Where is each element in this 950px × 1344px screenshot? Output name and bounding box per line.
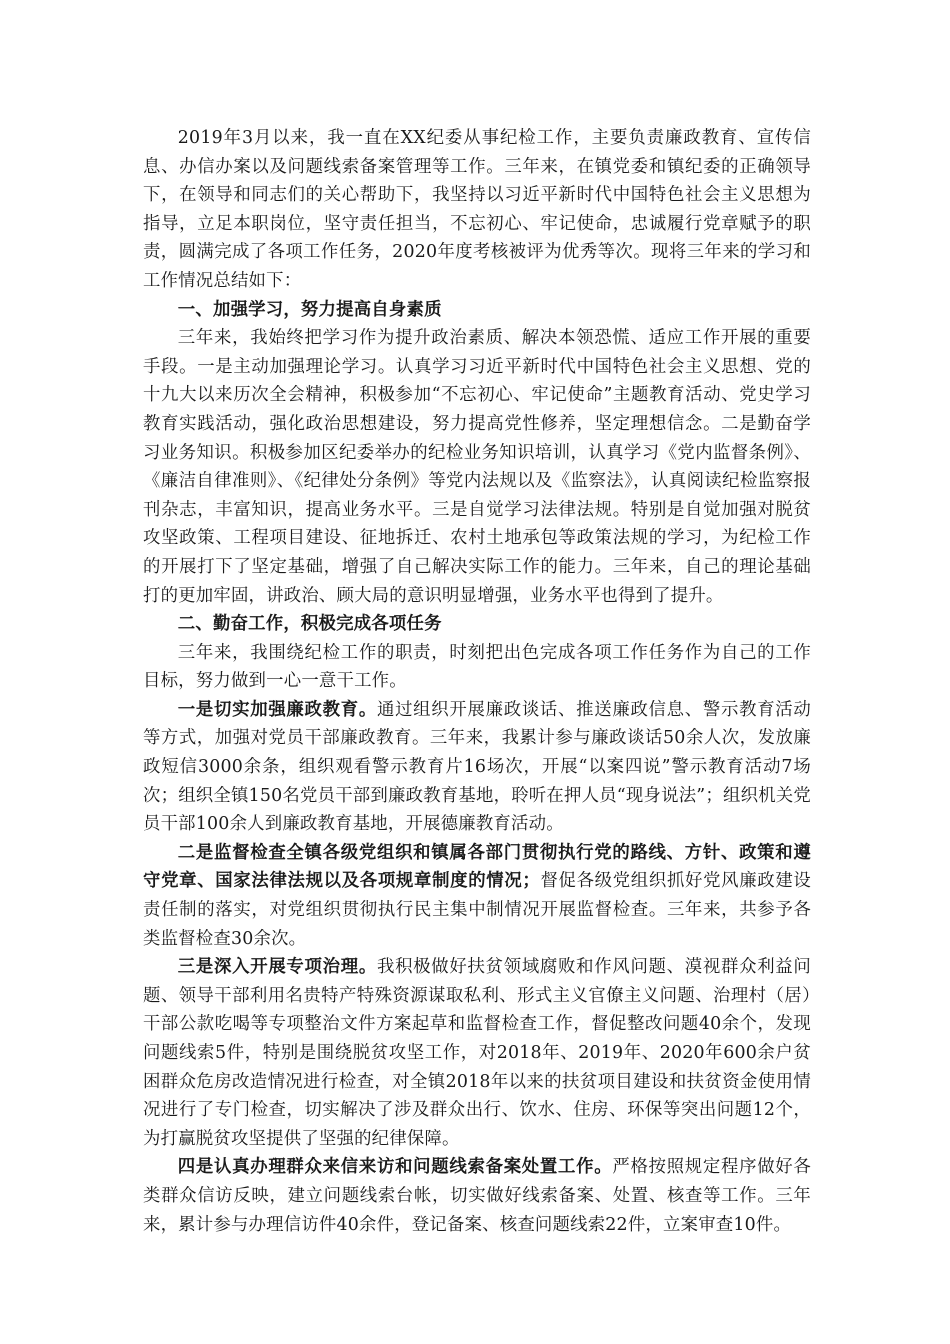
item-lead-3: 三是深入开展专项治理。 (177, 957, 377, 978)
document-page (143, 124, 811, 1239)
item-lead-4: 四是认真办理群众来信来访和问题线索备案处置工作。 (177, 1157, 613, 1178)
section-1-heading: 一、加强学习，努力提高自身素质 (177, 299, 442, 320)
item-paragraph-1 (143, 696, 811, 839)
item-text-2: 督促各级党组织抓好党风廉政建设责任制的落实，对党组织贯彻执行民主集中制情况开展监督检查。三年来，共参予各类监督检查30余次。 (143, 871, 811, 949)
section-1-paragraph: 三年来，我始终把学习作为提升政治素质、解决本领恐慌、适应工作开展的重要手段。一是主动加强理论学习。认真学习习近平新时代中国特色社会主义思想、党的十九大以来历次全会精神，积极参加“不忘初心、牢记使命”主题教育活动、党史学习教育实践活动，强化政治思想建设，努力提高党性修养，坚定理想信念。二是勤奋学习业务知识。积极参加区纪委举办的纪检业务知识培训，认真学习《党内监督条例》、《廉洁自律准则》、《纪律处分条例》等党内法规以及《监察法》，认真阅读纪检监察报刊杂志，丰富知识，提高业务水平。三是自觉学习法律法规。特别是自觉加强对脱贫攻坚政策、工程项目建设、征地拆迁、农村土地承包等政策法规的学习，为纪检工作的开展打下了坚定基础，增强了自己解决实际工作的能力。三年来，自己的理论基础打的更加牢固，讲政治、顾大局的意识明显增强，业务水平也得到了提升。 (143, 328, 811, 606)
intro-paragraph: 2019年3月以来，我一直在XX纪委从事纪检工作，主要负责廉政教育、宣传信息、办信办案以及问题线索备案管理等工作。三年来，在镇党委和镇纪委的正确领导下，在领导和同志们的关心帮助下，我坚持以习近平新时代中国特色社会主义思想为指导，立足本职岗位，坚守责任担当，不忘初心、牢记使命，忠诚履行党章赋予的职责，圆满完成了各项工作任务，2020年度考核被评为优秀等次。现将三年来的学习和工作情况总结如下： (143, 128, 811, 291)
item-lead-2: 二是监督检查全镇各级党组织和镇属各部门贯彻执行党的路线、方针、政策和遵守党章、国家法律法规以及各项规章制度的情况； (143, 842, 811, 892)
item-paragraph-4 (143, 1153, 811, 1239)
item-text-3: 我积极做好扶贫领域腐败和作风问题、漠视群众利益问题、领导干部利用名贵特产特殊资源谋取私利、形式主义官僚主义问题、治理村（居）干部公款吃喝等专项整治文件方案起草和监督检查工作，督促整改问题40余个，发现问题线索5件，特别是围绕脱贫攻坚工作，对2018年、2019年、2020年600余户贫困群众危房改造情况进行检查，对全镇2018年以来的扶贫项目建设和扶贫资金使用情况进行了专门检查，切实解决了涉及群众出行、饮水、住房、环保等突出问题12个，为打赢脱贫攻坚提供了坚强的纪律保障。 (143, 957, 811, 1149)
item-lead-1: 一是切实加强廉政教育。 (177, 699, 377, 720)
section-2-paragraph: 三年来，我围绕纪检工作的职责，时刻把出色完成各项工作任务作为自己的工作目标，努力做到一心一意干工作。 (143, 642, 811, 692)
section-2-heading: 二、勤奋工作，积极完成各项任务 (177, 614, 442, 635)
item-text-1: 通过组织开展廉政谈话、推送廉政信息、警示教育活动等方式，加强对党员干部廉政教育。三年来，我累计参与廉政谈话50余人次，发放廉政短信3000余条，组织观看警示教育片16场次，开展“以案四说”警示教育活动7场次；组织全镇150名党员干部到廉政教育基地，聆听在押人员“现身说法”；组织机关党员干部100余人到廉政教育基地，开展德廉教育活动。 (143, 699, 811, 835)
item-paragraph-2 (143, 839, 811, 953)
item-text-4: 严格按照规定程序做好各类群众信访反映，建立问题线索台帐，切实做好线索备案、处置、核查等工作。三年来，累计参与办理信访件40余件，登记备案、核查问题线索22件，立案审查10件。 (143, 1157, 811, 1235)
item-paragraph-3 (143, 953, 811, 1153)
